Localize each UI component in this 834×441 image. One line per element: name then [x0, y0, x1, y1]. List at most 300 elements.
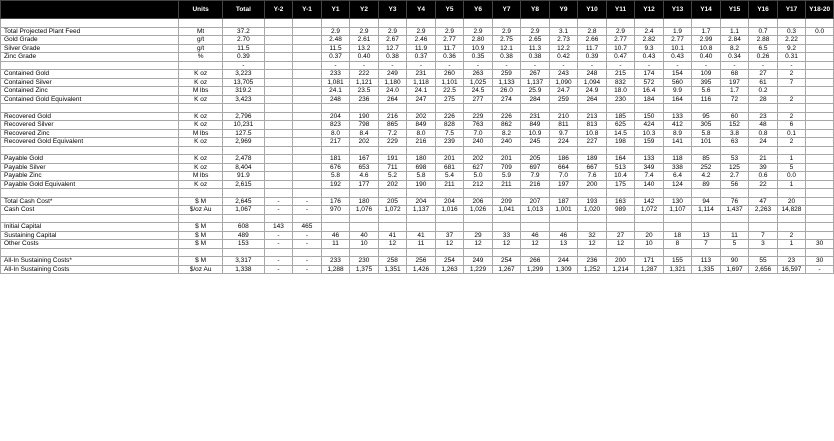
value-cell: 227	[578, 138, 607, 147]
units-cell: g/t	[179, 36, 223, 45]
value-cell: 2.48	[321, 36, 350, 45]
value-cell: 811	[549, 121, 578, 130]
row-label: Payable Zinc	[1, 172, 179, 181]
value-cell: 6.5	[749, 44, 778, 53]
value-cell	[435, 223, 464, 232]
value-cell: 118	[663, 155, 692, 164]
empty-cell	[293, 19, 322, 28]
empty-cell	[635, 104, 664, 113]
value-cell	[293, 172, 322, 181]
value-cell: -	[720, 61, 749, 70]
empty-cell	[350, 104, 379, 113]
value-cell: 1,214	[606, 265, 635, 274]
empty-cell	[293, 146, 322, 155]
value-cell: 989	[606, 206, 635, 215]
value-cell: 0.37	[407, 53, 436, 62]
empty-cell	[606, 189, 635, 198]
units-cell: K oz	[179, 155, 223, 164]
value-cell: 176	[321, 197, 350, 206]
empty-cell	[777, 248, 806, 257]
empty-cell	[179, 19, 223, 28]
empty-cell	[293, 214, 322, 223]
value-cell: 11.9	[407, 44, 436, 53]
empty-cell	[806, 248, 834, 257]
value-cell: 2.77	[606, 36, 635, 45]
value-cell: 1,081	[321, 78, 350, 87]
empty-cell	[521, 214, 550, 223]
value-cell: 40	[350, 231, 379, 240]
value-cell: 2.22	[777, 36, 806, 45]
value-cell: 3.1	[549, 27, 578, 36]
empty-cell	[264, 248, 293, 257]
value-cell: 222	[350, 70, 379, 79]
empty-cell	[1, 104, 179, 113]
value-cell: 12	[606, 240, 635, 249]
value-cell: 30	[806, 240, 834, 249]
empty-cell	[720, 248, 749, 257]
value-cell: 212	[464, 180, 493, 189]
table-row	[1, 87, 834, 96]
empty-cell	[777, 189, 806, 198]
empty-cell	[1, 189, 179, 198]
value-cell: 159	[635, 138, 664, 147]
value-cell: 7.0	[549, 172, 578, 181]
header-cell: Y17	[777, 1, 806, 19]
empty-cell	[749, 214, 778, 223]
value-cell: 12.1	[492, 44, 521, 53]
value-cell	[293, 180, 322, 189]
value-cell: -	[264, 206, 293, 215]
value-cell: 5.6	[692, 87, 721, 96]
value-cell: 192	[321, 180, 350, 189]
value-cell	[264, 78, 293, 87]
value-cell: 226	[492, 112, 521, 121]
value-cell: 263	[464, 70, 493, 79]
value-cell: 191	[378, 155, 407, 164]
empty-cell	[720, 104, 749, 113]
value-cell: 10,231	[222, 121, 264, 130]
value-cell: 240	[464, 138, 493, 147]
empty-cell	[635, 248, 664, 257]
value-cell: 2.9	[350, 27, 379, 36]
value-cell: 47	[749, 197, 778, 206]
value-cell: 1,121	[350, 78, 379, 87]
empty-cell	[435, 214, 464, 223]
empty-cell	[578, 214, 607, 223]
value-cell: -	[464, 61, 493, 70]
value-cell: -	[264, 257, 293, 266]
value-cell: 572	[635, 78, 664, 87]
empty-cell	[606, 214, 635, 223]
value-cell: 230	[606, 95, 635, 104]
value-cell: 258	[378, 257, 407, 266]
value-cell: -	[293, 257, 322, 266]
value-cell	[806, 129, 834, 138]
empty-cell	[692, 248, 721, 257]
header-cell: Y16	[749, 1, 778, 19]
table-row	[1, 231, 834, 240]
value-cell: 1,076	[350, 206, 379, 215]
value-cell: -	[806, 265, 834, 274]
value-cell: 7.6	[578, 172, 607, 181]
value-cell: 236	[578, 257, 607, 266]
units-cell: K oz	[179, 163, 223, 172]
empty-cell	[435, 189, 464, 198]
value-cell	[777, 87, 806, 96]
value-cell: 2.9	[521, 27, 550, 36]
empty-cell	[606, 19, 635, 28]
value-cell	[264, 172, 293, 181]
value-cell: 249	[464, 257, 493, 266]
value-cell: 1.1	[720, 27, 749, 36]
empty-cell	[264, 104, 293, 113]
value-cell: 22.5	[435, 87, 464, 96]
value-cell: 89	[692, 180, 721, 189]
value-cell: 0.39	[222, 53, 264, 62]
value-cell: 5.8	[407, 172, 436, 181]
spacer-row	[1, 104, 834, 113]
value-cell: 8,404	[222, 163, 264, 172]
empty-cell	[321, 19, 350, 28]
units-cell: $ M	[179, 231, 223, 240]
value-cell: 0.35	[464, 53, 493, 62]
value-cell: 29	[464, 231, 493, 240]
empty-cell	[521, 104, 550, 113]
empty-cell	[578, 146, 607, 155]
value-cell: 1,180	[378, 78, 407, 87]
value-cell: 2	[777, 70, 806, 79]
value-cell: -	[293, 240, 322, 249]
header-cell: Y-1	[293, 1, 322, 19]
row-label: Gold Grade	[1, 36, 179, 45]
value-cell: 193	[578, 197, 607, 206]
units-cell: $ M	[179, 257, 223, 266]
value-cell: 248	[321, 95, 350, 104]
value-cell: 849	[521, 121, 550, 130]
units-cell: $/oz Au	[179, 265, 223, 274]
value-cell: 8.9	[663, 129, 692, 138]
value-cell: 2.67	[378, 36, 407, 45]
header-cell: Y15	[720, 1, 749, 19]
empty-cell	[321, 189, 350, 198]
header-cell: Y7	[492, 1, 521, 19]
value-cell	[264, 163, 293, 172]
empty-cell	[692, 19, 721, 28]
value-cell: 2.9	[321, 27, 350, 36]
empty-cell	[321, 104, 350, 113]
value-cell: 0.39	[578, 53, 607, 62]
value-cell: 244	[549, 257, 578, 266]
empty-cell	[464, 214, 493, 223]
value-cell: 1,118	[407, 78, 436, 87]
value-cell: 164	[663, 95, 692, 104]
value-cell: -	[293, 265, 322, 274]
table-row	[1, 172, 834, 181]
value-cell: 10.1	[663, 44, 692, 53]
empty-cell	[720, 214, 749, 223]
value-cell: 1,437	[720, 206, 749, 215]
value-cell: 247	[407, 95, 436, 104]
value-cell	[692, 223, 721, 232]
value-cell	[806, 223, 834, 232]
row-label: Recovered Gold Equivalent	[1, 138, 179, 147]
value-cell: 215	[606, 70, 635, 79]
value-cell: 48	[749, 121, 778, 130]
value-cell: 0.42	[549, 53, 578, 62]
value-cell: 8.2	[720, 44, 749, 53]
value-cell: 0.43	[635, 53, 664, 62]
row-label: Sustaining Capital	[1, 231, 179, 240]
table-row	[1, 36, 834, 45]
empty-cell	[606, 104, 635, 113]
empty-cell	[264, 214, 293, 223]
empty-cell	[350, 146, 379, 155]
spacer-row	[1, 19, 834, 28]
value-cell: 229	[378, 138, 407, 147]
value-cell: 625	[606, 121, 635, 130]
value-cell: 513	[606, 163, 635, 172]
value-cell: 2.65	[521, 36, 550, 45]
value-cell: -	[777, 61, 806, 70]
value-cell: 5.9	[492, 172, 521, 181]
value-cell: 23	[777, 257, 806, 266]
value-cell: 608	[222, 223, 264, 232]
value-cell: 11	[321, 240, 350, 249]
empty-cell	[492, 104, 521, 113]
value-cell: 33	[492, 231, 521, 240]
value-cell: 141	[663, 138, 692, 147]
value-cell: 164	[606, 155, 635, 164]
value-cell: 1,016	[435, 206, 464, 215]
value-cell: 0.2	[749, 87, 778, 96]
table-row	[1, 163, 834, 172]
units-cell: %	[179, 53, 223, 62]
value-cell: 210	[549, 112, 578, 121]
value-cell: 5.4	[435, 172, 464, 181]
value-cell	[806, 138, 834, 147]
value-cell: 12	[578, 240, 607, 249]
empty-cell	[378, 19, 407, 28]
value-cell: 154	[663, 70, 692, 79]
table-row	[1, 78, 834, 87]
value-cell: 181	[321, 155, 350, 164]
value-cell: 233	[321, 70, 350, 79]
empty-cell	[492, 146, 521, 155]
table-body	[1, 19, 834, 274]
empty-cell	[635, 214, 664, 223]
value-cell: 5.2	[378, 172, 407, 181]
value-cell: 10	[350, 240, 379, 249]
value-cell: 239	[435, 138, 464, 147]
row-label: Cash Cost	[1, 206, 179, 215]
value-cell	[264, 61, 293, 70]
table-row	[1, 129, 834, 138]
empty-cell	[692, 104, 721, 113]
value-cell: -	[293, 197, 322, 206]
value-cell: 13.2	[350, 44, 379, 53]
value-cell: 709	[492, 163, 521, 172]
row-label	[1, 61, 179, 70]
value-cell	[264, 180, 293, 189]
value-cell	[806, 155, 834, 164]
empty-cell	[407, 19, 436, 28]
empty-cell	[549, 146, 578, 155]
table-row	[1, 240, 834, 249]
value-cell: 1,026	[464, 206, 493, 215]
table-row	[1, 223, 834, 232]
value-cell: 249	[378, 70, 407, 79]
row-label: Other Costs	[1, 240, 179, 249]
value-cell: 10.3	[635, 129, 664, 138]
value-cell: 560	[663, 78, 692, 87]
empty-cell	[1, 214, 179, 223]
value-cell: 8.4	[350, 129, 379, 138]
value-cell	[293, 163, 322, 172]
value-cell	[806, 78, 834, 87]
value-cell: 813	[578, 121, 607, 130]
value-cell: -	[350, 61, 379, 70]
value-cell: 6.4	[663, 172, 692, 181]
value-cell: 11.7	[435, 44, 464, 53]
value-cell	[350, 223, 379, 232]
value-cell	[293, 70, 322, 79]
table-row	[1, 197, 834, 206]
value-cell: 185	[606, 112, 635, 121]
empty-cell	[720, 146, 749, 155]
value-cell	[264, 95, 293, 104]
value-cell: 101	[692, 138, 721, 147]
value-cell: 94	[692, 197, 721, 206]
value-cell	[293, 155, 322, 164]
value-cell: 207	[521, 197, 550, 206]
value-cell: 274	[492, 95, 521, 104]
value-cell: 201	[492, 155, 521, 164]
empty-cell	[179, 104, 223, 113]
value-cell: 213	[578, 112, 607, 121]
table-row	[1, 112, 834, 121]
value-cell	[492, 223, 521, 232]
value-cell	[293, 53, 322, 62]
value-cell: 2	[777, 138, 806, 147]
empty-cell	[435, 104, 464, 113]
value-cell: 1,133	[492, 78, 521, 87]
value-cell: 2.77	[663, 36, 692, 45]
empty-cell	[492, 248, 521, 257]
value-cell	[407, 223, 436, 232]
header-cell: Y13	[663, 1, 692, 19]
value-cell: 2.84	[720, 36, 749, 45]
empty-cell	[549, 214, 578, 223]
header-cell: Y5	[435, 1, 464, 19]
empty-cell	[777, 146, 806, 155]
value-cell: 189	[578, 155, 607, 164]
value-cell: 91.9	[222, 172, 264, 181]
value-cell: 0.37	[321, 53, 350, 62]
value-cell: 0.34	[720, 53, 749, 62]
empty-cell	[549, 104, 578, 113]
value-cell: 2.73	[549, 36, 578, 45]
value-cell: 180	[350, 197, 379, 206]
empty-cell	[350, 248, 379, 257]
value-cell: 23	[749, 112, 778, 121]
value-cell: 24.7	[549, 87, 578, 96]
value-cell: 1,426	[407, 265, 436, 274]
value-cell: 1,067	[222, 206, 264, 215]
value-cell: 24.9	[578, 87, 607, 96]
empty-cell	[806, 146, 834, 155]
value-cell: 76	[720, 197, 749, 206]
empty-cell	[264, 19, 293, 28]
value-cell	[378, 223, 407, 232]
value-cell: 1	[777, 240, 806, 249]
value-cell: 395	[692, 78, 721, 87]
value-cell: 0.6	[749, 172, 778, 181]
value-cell: 2.66	[578, 36, 607, 45]
table-row	[1, 95, 834, 104]
value-cell: 133	[635, 155, 664, 164]
value-cell: 1,299	[521, 265, 550, 274]
empty-cell	[692, 146, 721, 155]
value-cell: 1,020	[578, 206, 607, 215]
table-row	[1, 257, 834, 266]
value-cell: 187	[549, 197, 578, 206]
value-cell: 224	[549, 138, 578, 147]
value-cell	[806, 95, 834, 104]
value-cell	[806, 61, 834, 70]
value-cell: 2.9	[464, 27, 493, 36]
value-cell: -	[749, 61, 778, 70]
value-cell: 180	[407, 155, 436, 164]
value-cell: 2.7	[720, 172, 749, 181]
value-cell: 25.9	[521, 87, 550, 96]
value-cell: 20	[635, 231, 664, 240]
value-cell: 230	[350, 257, 379, 266]
table-row	[1, 53, 834, 62]
value-cell: -	[264, 197, 293, 206]
value-cell	[293, 36, 322, 45]
empty-cell	[549, 248, 578, 257]
empty-cell	[222, 248, 264, 257]
value-cell: 266	[521, 257, 550, 266]
value-cell: 204	[321, 112, 350, 121]
value-cell: 21	[749, 155, 778, 164]
value-cell: 1,697	[720, 265, 749, 274]
value-cell: 140	[635, 180, 664, 189]
value-cell: 1,309	[549, 265, 578, 274]
value-cell: 2	[777, 95, 806, 104]
value-cell: 18	[663, 231, 692, 240]
value-cell: 10.8	[578, 129, 607, 138]
empty-cell	[464, 248, 493, 257]
value-cell: 828	[435, 121, 464, 130]
empty-cell	[321, 248, 350, 257]
value-cell: 264	[378, 95, 407, 104]
value-cell	[720, 223, 749, 232]
empty-cell	[179, 146, 223, 155]
value-cell: 1,013	[521, 206, 550, 215]
value-cell: 46	[521, 231, 550, 240]
value-cell: 9.9	[663, 87, 692, 96]
spacer-row	[1, 146, 834, 155]
value-cell: 0.47	[606, 53, 635, 62]
empty-cell	[378, 146, 407, 155]
empty-cell	[264, 146, 293, 155]
value-cell: 0.43	[663, 53, 692, 62]
value-cell	[663, 223, 692, 232]
value-cell	[264, 36, 293, 45]
value-cell: 0.7	[749, 27, 778, 36]
value-cell: 2.9	[378, 27, 407, 36]
